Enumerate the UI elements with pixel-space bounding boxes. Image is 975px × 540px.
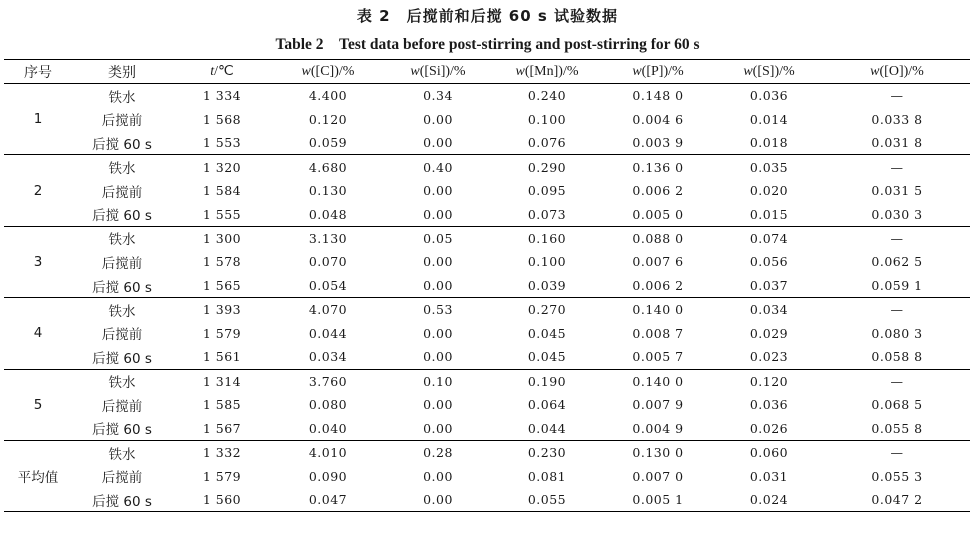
cell-manganese: 0.044 bbox=[492, 417, 602, 441]
cell-oxygen: 0.059 1 bbox=[824, 274, 970, 298]
cell-oxygen: — bbox=[890, 159, 904, 175]
cell-carbon: 0.059 bbox=[272, 131, 384, 155]
cell-sulfur: 0.056 bbox=[749, 254, 789, 270]
cell-category: 后搅前 bbox=[101, 113, 143, 130]
cell-seq: 5 bbox=[4, 369, 72, 440]
cell-silicon: 0.40 bbox=[423, 159, 453, 175]
header-category: 类别 bbox=[72, 60, 172, 84]
cell-temperature: 1 561 bbox=[172, 345, 272, 369]
cell-phosphorus: 0.008 7 bbox=[632, 325, 684, 341]
cell-temperature: 1 584 bbox=[202, 183, 242, 199]
cell-manganese: 0.064 bbox=[527, 397, 567, 413]
cell-oxygen: — bbox=[890, 88, 904, 104]
table-row bbox=[4, 84, 970, 108]
cell-sulfur: 0.031 bbox=[749, 468, 789, 484]
cell-sulfur: 0.120 bbox=[749, 373, 789, 389]
table-row bbox=[4, 179, 970, 203]
cell-phosphorus: 0.130 0 bbox=[632, 445, 684, 461]
table-row bbox=[4, 464, 970, 488]
cell-sulfur: 0.036 bbox=[749, 397, 789, 413]
cell-carbon: 3.130 bbox=[308, 230, 348, 246]
cell-sulfur: 0.015 bbox=[714, 202, 824, 226]
cell-phosphorus: 0.136 0 bbox=[632, 159, 684, 175]
cell-manganese: 0.076 bbox=[492, 131, 602, 155]
cell-phosphorus: 0.004 6 bbox=[632, 111, 684, 127]
cell-phosphorus: 0.140 0 bbox=[632, 302, 684, 318]
cell-temperature: 1 578 bbox=[202, 254, 242, 270]
cell-manganese: 0.230 bbox=[527, 445, 567, 461]
cell-phosphorus: 0.007 6 bbox=[632, 254, 684, 270]
table-row bbox=[4, 155, 970, 179]
cell-carbon: 0.090 bbox=[308, 468, 348, 484]
table-row bbox=[4, 274, 970, 298]
test-data-table bbox=[4, 59, 970, 512]
cell-carbon: 4.070 bbox=[308, 302, 348, 318]
cell-manganese: 0.045 bbox=[527, 325, 567, 341]
cell-temperature: 1 334 bbox=[202, 88, 242, 104]
cell-category: 后搅 60 s bbox=[72, 202, 172, 226]
cell-silicon: 0.00 bbox=[423, 111, 453, 127]
cell-category: 后搅 60 s bbox=[72, 417, 172, 441]
cell-category: 铁水 bbox=[108, 303, 136, 320]
cell-sulfur: 0.018 bbox=[714, 131, 824, 155]
header-sulfur: w([S])/% bbox=[714, 60, 824, 84]
cell-phosphorus: 0.007 9 bbox=[632, 397, 684, 413]
cell-temperature: 1 553 bbox=[172, 131, 272, 155]
cell-category: 后搅 60 s bbox=[72, 488, 172, 512]
cell-manganese: 0.100 bbox=[527, 111, 567, 127]
cell-oxygen: 0.031 5 bbox=[871, 183, 923, 199]
cell-carbon: 0.130 bbox=[308, 183, 348, 199]
cell-phosphorus: 0.140 0 bbox=[632, 373, 684, 389]
cell-oxygen: 0.080 3 bbox=[871, 325, 923, 341]
cell-silicon: 0.53 bbox=[423, 302, 453, 318]
cell-phosphorus: 0.006 2 bbox=[632, 183, 684, 199]
cell-oxygen: 0.068 5 bbox=[871, 397, 923, 413]
cell-category: 后搅前 bbox=[101, 470, 143, 487]
table-caption-english: Table 2 Test data before post-stirring and post-stirring for 60 s bbox=[275, 36, 700, 53]
cell-carbon: 0.040 bbox=[272, 417, 384, 441]
cell-temperature: 1 555 bbox=[172, 202, 272, 226]
cell-manganese: 0.240 bbox=[527, 88, 567, 104]
cell-oxygen: 0.047 2 bbox=[824, 488, 970, 512]
cell-phosphorus: 0.007 0 bbox=[632, 468, 684, 484]
cell-sulfur: 0.037 bbox=[714, 274, 824, 298]
cell-manganese: 0.073 bbox=[492, 202, 602, 226]
cell-carbon: 4.680 bbox=[308, 159, 348, 175]
cell-manganese: 0.190 bbox=[527, 373, 567, 389]
table-header-row bbox=[4, 60, 970, 84]
table-row bbox=[4, 226, 970, 250]
cell-silicon: 0.00 bbox=[384, 202, 492, 226]
cell-carbon: 3.760 bbox=[308, 373, 348, 389]
cell-category: 后搅 60 s bbox=[72, 131, 172, 155]
cell-phosphorus: 0.006 2 bbox=[602, 274, 714, 298]
cell-category: 后搅 60 s bbox=[72, 345, 172, 369]
cell-category: 铁水 bbox=[108, 232, 136, 249]
cell-category: 后搅前 bbox=[101, 327, 143, 344]
cell-silicon: 0.28 bbox=[423, 445, 453, 461]
cell-seq: 平均值 bbox=[4, 440, 72, 511]
cell-carbon: 4.010 bbox=[308, 445, 348, 461]
header-silicon: w([Si])/% bbox=[384, 60, 492, 84]
cell-temperature: 1 300 bbox=[202, 230, 242, 246]
cell-oxygen: — bbox=[890, 445, 904, 461]
cell-temperature: 1 560 bbox=[172, 488, 272, 512]
cell-manganese: 0.100 bbox=[527, 254, 567, 270]
cell-oxygen: 0.033 8 bbox=[871, 111, 923, 127]
table-body bbox=[4, 84, 970, 512]
cell-manganese: 0.045 bbox=[492, 345, 602, 369]
cell-manganese: 0.095 bbox=[527, 183, 567, 199]
cell-phosphorus: 0.003 9 bbox=[602, 131, 714, 155]
cell-silicon: 0.00 bbox=[423, 468, 453, 484]
cell-phosphorus: 0.005 7 bbox=[602, 345, 714, 369]
cell-carbon: 0.048 bbox=[272, 202, 384, 226]
table-row bbox=[4, 345, 970, 369]
cell-carbon: 0.080 bbox=[308, 397, 348, 413]
cell-carbon: 0.044 bbox=[308, 325, 348, 341]
cell-silicon: 0.34 bbox=[423, 88, 453, 104]
table-row bbox=[4, 440, 970, 464]
cell-sulfur: 0.029 bbox=[749, 325, 789, 341]
cell-manganese: 0.055 bbox=[492, 488, 602, 512]
cell-oxygen: — bbox=[890, 302, 904, 318]
header-temperature: t/℃ bbox=[172, 60, 272, 84]
cell-temperature: 1 320 bbox=[202, 159, 242, 175]
cell-manganese: 0.270 bbox=[527, 302, 567, 318]
cell-carbon: 0.034 bbox=[272, 345, 384, 369]
table-row bbox=[4, 393, 970, 417]
header-carbon: w([C])/% bbox=[272, 60, 384, 84]
cell-carbon: 4.400 bbox=[308, 88, 348, 104]
cell-sulfur: 0.034 bbox=[749, 302, 789, 318]
cell-manganese: 0.160 bbox=[527, 230, 567, 246]
cell-oxygen: — bbox=[890, 230, 904, 246]
cell-sulfur: 0.024 bbox=[714, 488, 824, 512]
cell-sulfur: 0.035 bbox=[749, 159, 789, 175]
cell-category: 后搅前 bbox=[101, 255, 143, 272]
cell-carbon: 0.047 bbox=[272, 488, 384, 512]
cell-sulfur: 0.020 bbox=[749, 183, 789, 199]
cell-silicon: 0.00 bbox=[384, 131, 492, 155]
cell-carbon: 0.070 bbox=[308, 254, 348, 270]
cell-category: 铁水 bbox=[108, 375, 136, 392]
cell-phosphorus: 0.005 1 bbox=[602, 488, 714, 512]
cell-silicon: 0.00 bbox=[384, 345, 492, 369]
cell-oxygen: — bbox=[890, 373, 904, 389]
table-row bbox=[4, 131, 970, 155]
cell-temperature: 1 568 bbox=[202, 111, 242, 127]
cell-silicon: 0.00 bbox=[423, 183, 453, 199]
cell-temperature: 1 393 bbox=[202, 302, 242, 318]
cell-silicon: 0.00 bbox=[423, 397, 453, 413]
cell-category: 后搅 60 s bbox=[72, 274, 172, 298]
cell-temperature: 1 567 bbox=[172, 417, 272, 441]
cell-sulfur: 0.060 bbox=[749, 445, 789, 461]
cell-seq: 3 bbox=[4, 226, 72, 297]
cell-sulfur: 0.074 bbox=[749, 230, 789, 246]
cell-silicon: 0.00 bbox=[384, 488, 492, 512]
cell-phosphorus: 0.088 0 bbox=[632, 230, 684, 246]
cell-silicon: 0.00 bbox=[384, 274, 492, 298]
cell-seq: 1 bbox=[4, 84, 72, 155]
table-row bbox=[4, 369, 970, 393]
cell-temperature: 1 565 bbox=[172, 274, 272, 298]
cell-carbon: 0.054 bbox=[272, 274, 384, 298]
cell-phosphorus: 0.148 0 bbox=[632, 88, 684, 104]
cell-category: 铁水 bbox=[108, 161, 136, 178]
table-row bbox=[4, 107, 970, 131]
cell-sulfur: 0.036 bbox=[749, 88, 789, 104]
cell-oxygen: 0.055 8 bbox=[824, 417, 970, 441]
cell-temperature: 1 314 bbox=[202, 373, 242, 389]
cell-oxygen: 0.062 5 bbox=[871, 254, 923, 270]
cell-sulfur: 0.014 bbox=[749, 111, 789, 127]
cell-sulfur: 0.026 bbox=[714, 417, 824, 441]
header-phosphorus: w([P])/% bbox=[602, 60, 714, 84]
cell-oxygen: 0.031 8 bbox=[824, 131, 970, 155]
cell-temperature: 1 579 bbox=[202, 325, 242, 341]
cell-manganese: 0.039 bbox=[492, 274, 602, 298]
cell-manganese: 0.290 bbox=[527, 159, 567, 175]
table-row bbox=[4, 417, 970, 441]
cell-category: 后搅前 bbox=[101, 398, 143, 415]
cell-oxygen: 0.058 8 bbox=[824, 345, 970, 369]
table-row bbox=[4, 488, 970, 512]
cell-oxygen: 0.030 3 bbox=[824, 202, 970, 226]
cell-silicon: 0.10 bbox=[423, 373, 453, 389]
cell-silicon: 0.00 bbox=[384, 417, 492, 441]
table-row bbox=[4, 298, 970, 322]
cell-seq: 2 bbox=[4, 155, 72, 226]
cell-category: 铁水 bbox=[108, 446, 136, 463]
table-row bbox=[4, 202, 970, 226]
cell-carbon: 0.120 bbox=[308, 111, 348, 127]
header-seq: 序号 bbox=[4, 60, 72, 84]
cell-seq: 4 bbox=[4, 298, 72, 369]
cell-phosphorus: 0.005 0 bbox=[602, 202, 714, 226]
cell-category: 后搅前 bbox=[101, 184, 143, 201]
cell-phosphorus: 0.004 9 bbox=[602, 417, 714, 441]
cell-silicon: 0.00 bbox=[423, 325, 453, 341]
table-row bbox=[4, 250, 970, 274]
header-manganese: w([Mn])/% bbox=[492, 60, 602, 84]
table-caption-chinese: 表 2 后搅前和后搅 60 s 试验数据 bbox=[356, 7, 619, 25]
cell-oxygen: 0.055 3 bbox=[871, 468, 923, 484]
cell-temperature: 1 585 bbox=[202, 397, 242, 413]
table-row bbox=[4, 321, 970, 345]
cell-temperature: 1 579 bbox=[202, 468, 242, 484]
cell-silicon: 0.05 bbox=[423, 230, 453, 246]
cell-sulfur: 0.023 bbox=[714, 345, 824, 369]
cell-category: 铁水 bbox=[108, 89, 136, 106]
cell-manganese: 0.081 bbox=[527, 468, 567, 484]
header-oxygen: w([O])/% bbox=[824, 60, 970, 84]
cell-silicon: 0.00 bbox=[423, 254, 453, 270]
cell-temperature: 1 332 bbox=[202, 445, 242, 461]
